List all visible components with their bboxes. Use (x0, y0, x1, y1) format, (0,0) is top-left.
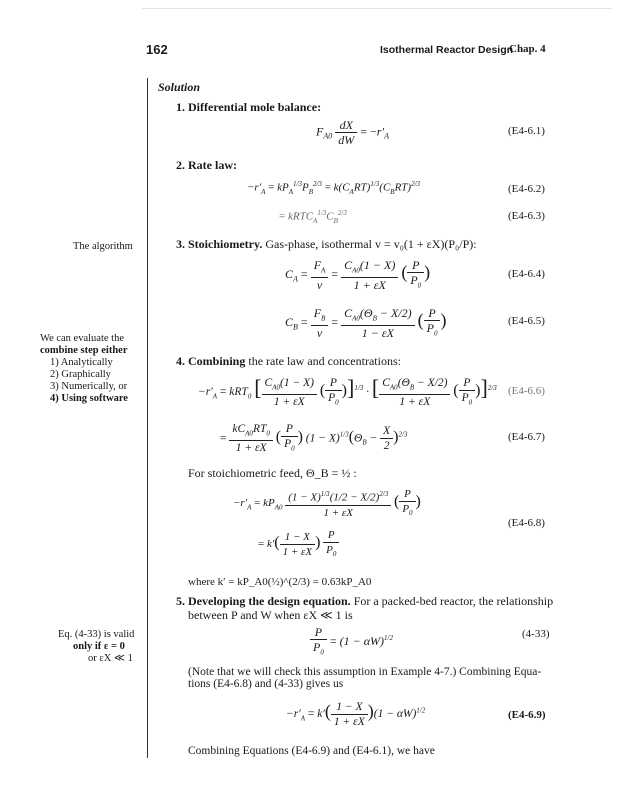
equation-e4-6-5: $C_B$ = $\frac{F_B}{v}$ = $\frac{C_{A0}(\Theta_B - X/2)}{1 - \varepsilon X}$ ( $\frac{P}{P_0}$ ) (285, 306, 447, 341)
solution-heading: Solution (158, 80, 201, 94)
margin-line: or εX ≪ 1 (88, 653, 133, 664)
step-5-title: 5. Developing the design equation. (176, 594, 351, 608)
note-line-1: (Note that we will check this assumption in Example 4-7.) Combining Equa- (188, 666, 542, 678)
step-1-heading: 1. Differential mole balance: (176, 100, 322, 114)
equation-e4-6-4: $C_A$ = $\frac{F_A}{v}$ = $\frac{C_{A0}(1 - X)}{1 + \varepsilon X}$ ( $\frac{P}{P_0}$ ) (285, 258, 431, 293)
step-4-title: 4. Combining (176, 354, 246, 368)
page-number: 162 (146, 42, 168, 57)
step-3-line (176, 237, 477, 252)
margin-line: Eq. (4-33) is valid (58, 629, 135, 640)
where-text: where k′ = kP_A0(½)^(2/3) = 0.63kP_A0 (188, 576, 372, 588)
equation-e4-6-8b: = k′( $\frac{1 - X}{1 + \varepsilon X}$ ) $\frac{P}{P_0}$ (258, 528, 339, 561)
eq-number-e4-6-7: (E4-6.7) (508, 431, 545, 443)
eq-number-e4-6-3: (E4-6.3) (508, 210, 545, 222)
margin-line: 3) Numerically, or (50, 381, 128, 392)
margin-rule (147, 78, 148, 758)
eq-number-e4-6-6: (E4-6.6) (508, 385, 545, 397)
step-5-line-2: between P and W when εX ≪ 1 is (188, 608, 353, 622)
running-title: Isothermal Reactor Design (380, 44, 514, 56)
equation-4-33: $\frac{P}{P_0}$ = $(1 - \alpha W)^{1/2}$ (310, 625, 393, 659)
equation-e4-6-8: $-r'_A = kP_{A0}$ $\frac{(1 - X)^{1/3}(1/2 - X/2)^{2/3}}{1 + \varepsilon X}$ ( $\frac{P}{P_0}$ ) (233, 488, 421, 519)
eq-number-e4-6-8: (E4-6.8) (508, 517, 545, 529)
feed-text: For stoichiometric feed, Θ_B = ½ : (188, 466, 357, 480)
margin-note-validity (58, 629, 134, 665)
equation-e4-6-6: $-r'_A = kRT_0$ [ $\frac{C_{A0}(1 - X)}{1 + \varepsilon X}$ ( $\frac{P}{P_0}$ )]$^{1/3}$ · [ $\frac{C_{A0}(\Theta_B - X/2)}{1 + \varepsilon X}$ ( $\frac{P}{P_0}$ )]$^{2/3}$ (198, 375, 497, 408)
top-rule (142, 8, 612, 9)
eq-number-e4-6-5: (E4-6.5) (508, 315, 545, 327)
margin-line: combine step either (40, 345, 128, 356)
step-3-title: 3. Stoichiometry. (176, 237, 263, 251)
margin-line: 2) Graphically (50, 369, 111, 380)
margin-line: We can evaluate the (40, 333, 124, 344)
eq-number-e4-6-2: (E4-6.2) (508, 183, 545, 195)
step-4-text: the rate law and concentrations: (245, 354, 401, 368)
equation-e4-6-2: $-r'_A = kP_A^{1/3}P_B^{2/3} = k(C_ART)^{1/3}(C_BRT)^{2/3}$ (247, 180, 421, 196)
eq-number-e4-6-9: (E4-6.9) (508, 709, 546, 721)
margin-line: only if ε = 0 (73, 641, 125, 652)
step-5-text: For a packed-bed reactor, the relationship (350, 594, 554, 608)
margin-note-evaluate (40, 333, 128, 405)
margin-line: 4) Using software (50, 393, 128, 404)
note-line-2: tions (E4-6.8) and (4-33) gives us (188, 678, 344, 690)
chapter-label: Chap. 4 (509, 43, 546, 55)
margin-line: 1) Analytically (50, 357, 113, 368)
equation-e4-6-3: = $kRTC_A^{1/3}C_B^{2/3}$ (279, 209, 347, 225)
eq-number-e4-6-4: (E4-6.4) (508, 268, 545, 280)
eq-number-4-33: (4-33) (522, 628, 550, 640)
step-3-text: Gas-phase, isothermal v = v₀(1 + εX)(P₀/P): (262, 237, 477, 251)
equation-e4-6-7: = $\frac{kC_{A0}RT_0}{1 + \varepsilon X}$ ( $\frac{P}{P_0}$ ) $(1 - X)^{1/3}(\Theta_B$ − $\frac{X}{2}$ )$^{2/3}$ (220, 423, 408, 455)
margin-note-algorithm: The algorithm (73, 241, 133, 252)
combining-text: Combining Equations (E4-6.9) and (E4-6.1), we have (188, 745, 435, 757)
step-2-heading: 2. Rate law: (176, 158, 237, 172)
step-5-line-1 (176, 594, 553, 609)
step-4-line (176, 354, 401, 369)
eq-number-e4-6-1: (E4-6.1) (508, 125, 545, 137)
equation-e4-6-9: $-r'_A = k'$( $\frac{1 - X}{1 + \varepsilon X}$ )$(1 - \alpha W)^{1/2}$ (286, 701, 426, 728)
equation-e4-6-1: $F_{A0}$ $\frac{dX}{dW}$ = $-r'_A$ (316, 118, 389, 147)
